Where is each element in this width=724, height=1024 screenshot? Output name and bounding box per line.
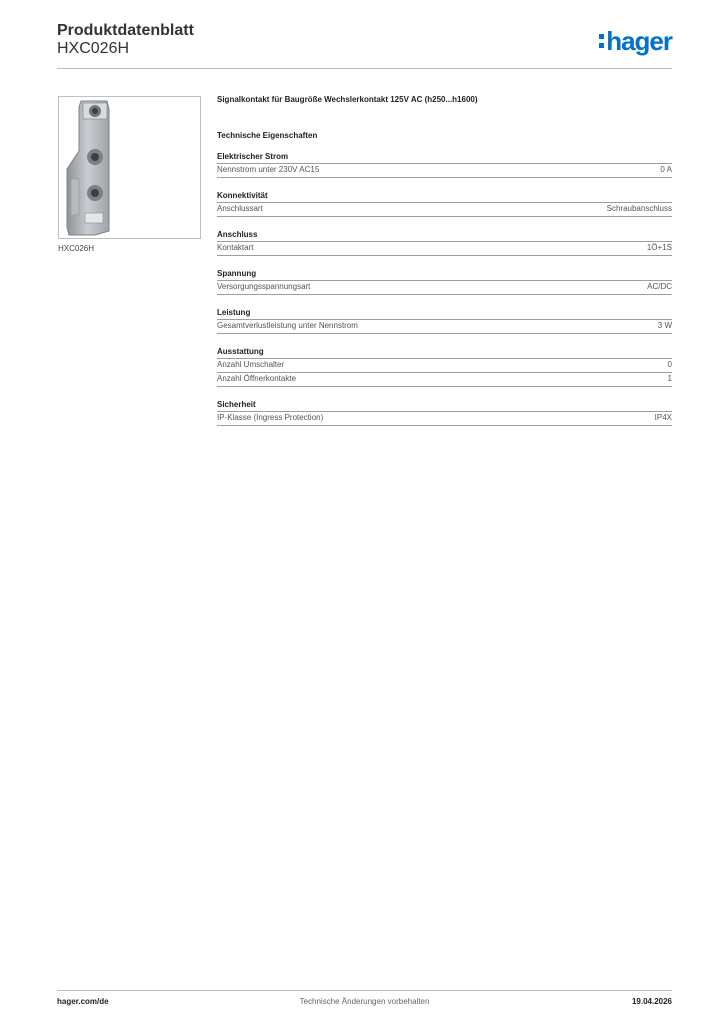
product-description: Signalkontakt für Baugröße Wechslerkontakt 125V AC (h250...h1600) xyxy=(217,95,478,104)
property-label: Anzahl Umschalter xyxy=(217,360,285,369)
group-title: Sicherheit xyxy=(217,400,672,412)
property-value: 0 A xyxy=(660,165,672,174)
property-group xyxy=(217,347,672,387)
logo-wordmark: hager xyxy=(606,26,672,56)
property-value: IP4X xyxy=(654,413,672,422)
product-image xyxy=(58,96,201,239)
group-title: Ausstattung xyxy=(217,347,672,359)
property-label: Gesamtverlustleistung unter Nennstrom xyxy=(217,321,358,330)
footer-notice: Technische Änderungen vorbehalten xyxy=(299,997,430,1006)
group-title: Anschluss xyxy=(217,230,672,242)
group-title: Leistung xyxy=(217,308,672,320)
document-title: Produktdatenblatt xyxy=(57,22,194,39)
property-row xyxy=(217,281,672,295)
property-label: Anzahl Öffnerkontakte xyxy=(217,374,297,383)
property-label: IP-Klasse (Ingress Protection) xyxy=(217,413,324,422)
property-row xyxy=(217,373,672,387)
group-title: Konnektivität xyxy=(217,191,672,203)
property-group xyxy=(217,230,672,256)
property-value: 0 xyxy=(667,360,672,369)
auxiliary-contact-device-icon xyxy=(65,99,113,237)
header-divider xyxy=(57,68,672,69)
property-value: AC/DC xyxy=(647,282,672,291)
property-row xyxy=(217,359,672,373)
product-code: HXC026H xyxy=(57,40,130,57)
group-title: Spannung xyxy=(217,269,672,281)
property-group xyxy=(217,152,672,178)
property-group xyxy=(217,191,672,217)
logo-dots-icon xyxy=(599,34,604,48)
property-value: 1 xyxy=(667,374,672,383)
page-footer xyxy=(57,997,672,1009)
property-group xyxy=(217,269,672,295)
property-value: 3 W xyxy=(657,321,672,330)
spec-content xyxy=(217,95,672,439)
properties-heading: Technische Eigenschaften xyxy=(217,131,318,140)
property-value: 1Ö+1S xyxy=(646,243,672,252)
property-group xyxy=(217,308,672,334)
footer-date: 19.04.2026 xyxy=(631,997,672,1006)
footer-divider xyxy=(57,990,672,991)
property-row xyxy=(217,203,672,217)
property-label: Kontaktart xyxy=(217,243,254,252)
property-value: Schraubanschluss xyxy=(606,204,672,213)
property-label: Nennstrom unter 230V AC15 xyxy=(217,165,320,174)
image-caption: HXC026H xyxy=(58,244,95,253)
property-row xyxy=(217,242,672,256)
property-row xyxy=(217,164,672,178)
property-row xyxy=(217,412,672,426)
footer-website-link[interactable]: hager.com/de xyxy=(57,997,109,1006)
property-row xyxy=(217,320,672,334)
group-title: Elektrischer Strom xyxy=(217,152,672,164)
page-header xyxy=(57,20,672,68)
property-label: Versorgungsspannungsart xyxy=(217,282,311,291)
property-label: Anschlussart xyxy=(217,204,263,213)
hager-logo xyxy=(599,26,672,56)
property-group xyxy=(217,400,672,426)
